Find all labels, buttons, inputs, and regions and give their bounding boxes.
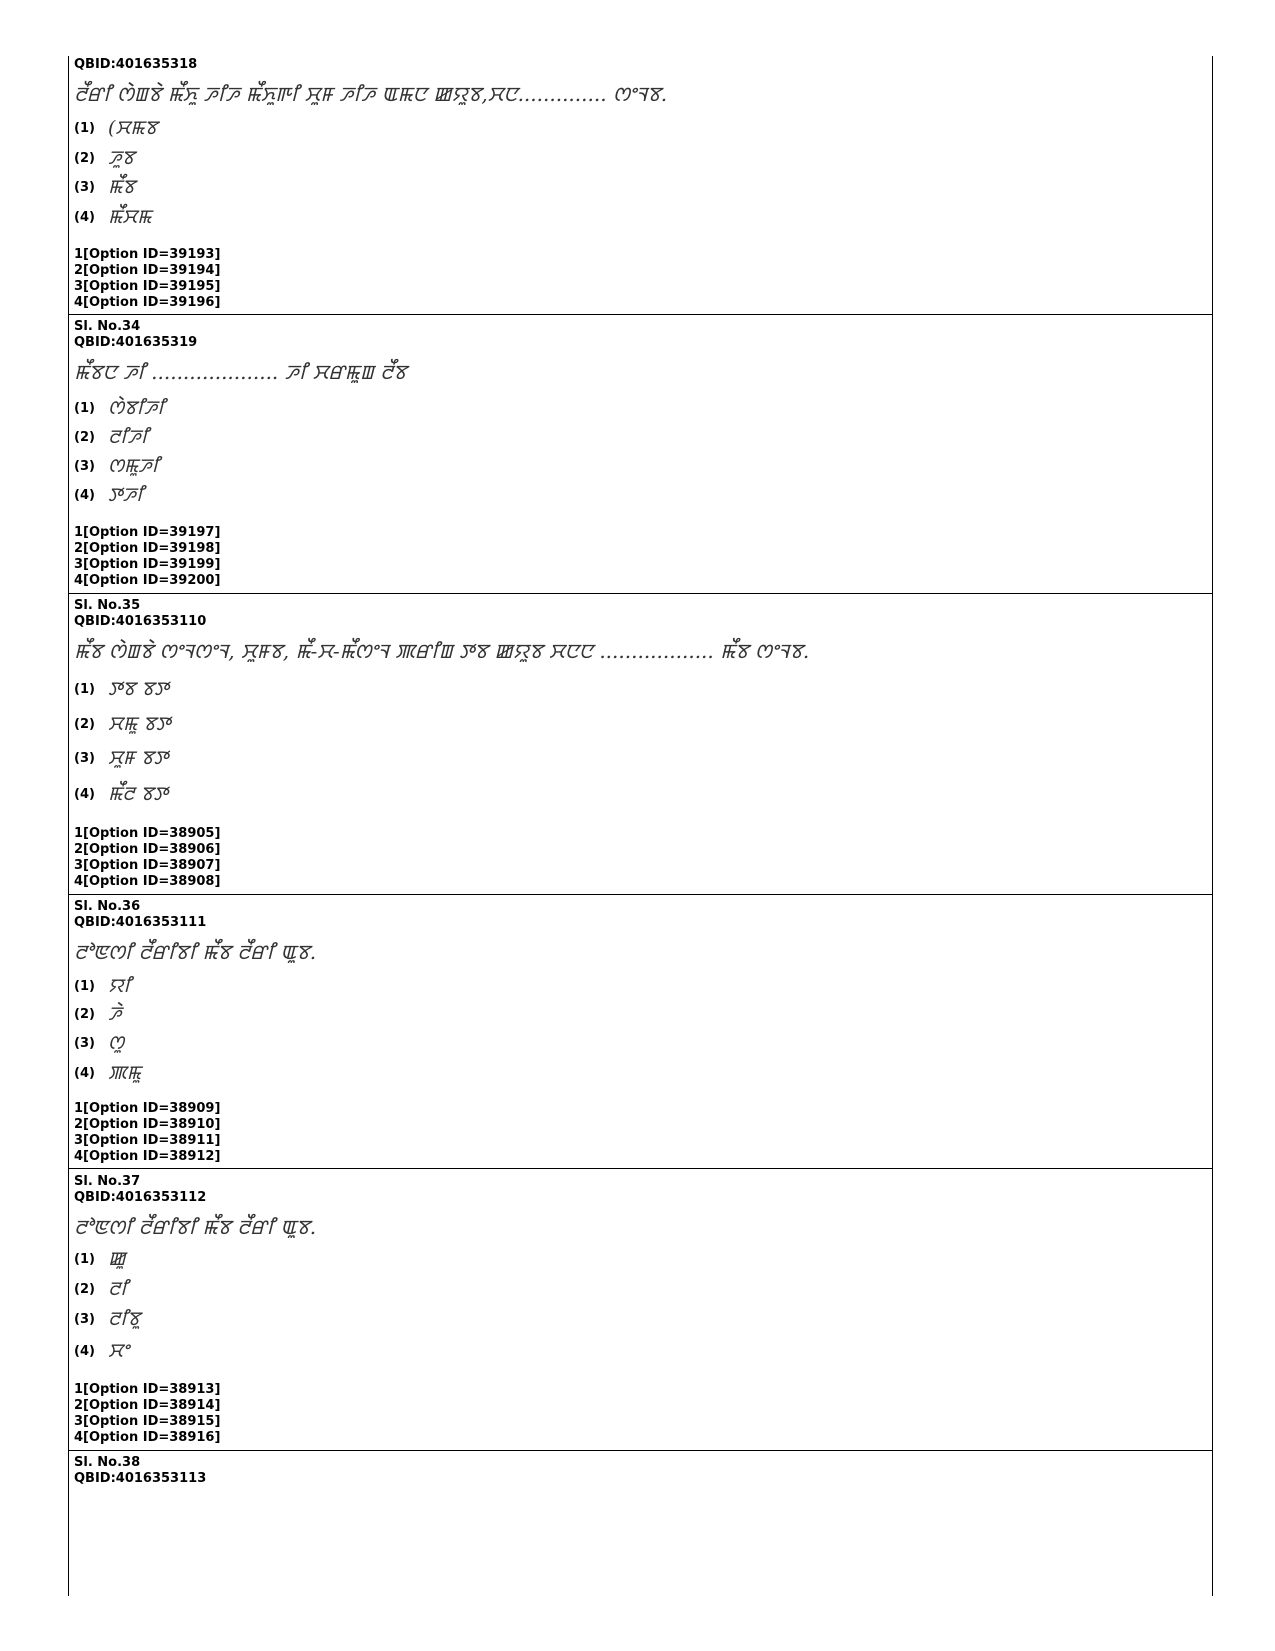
option: (1) (ꯆꯃꯕ xyxy=(74,117,158,139)
question-stem: ꯂꯣꯟꯁꯤ ꯂꯩꯔꯤꯕꯤ ꯃꯩꯕ ꯂꯩꯔꯤ ꯑꯨꯕ. xyxy=(74,1215,317,1239)
option: (2) ꯂꯤ xyxy=(74,1278,128,1300)
option: (3) ꯁꯃꯨꯍꯤ xyxy=(74,455,159,477)
option: (3) ꯃꯩꯕ xyxy=(74,176,136,198)
option: (2) ꯍꯨꯕ xyxy=(74,147,135,169)
question-block xyxy=(74,319,1204,588)
serial-number: Sl. No.34 xyxy=(74,319,141,334)
option: (2) ꯍꯥ xyxy=(74,1003,122,1025)
serial-number: Sl. No.35 xyxy=(74,598,141,613)
option: (1) ꯌꯤ xyxy=(74,975,131,997)
question-stem: ꯂꯩꯔꯤ ꯁꯥꯡꯕꯥ ꯃꯩꯈꯨ ꯍꯤꯍ ꯃꯩꯈꯨꯒꯤ ꯆꯨꯝ ꯍꯤꯍ ꯑꯃꯅ ꯀꯌꯨꯕ,ꯆꯅ.............. ꯁꯦꯜꯕ. xyxy=(74,82,668,106)
option-ids: 1[Option ID=39197] 2[Option ID=39198] 3[Option ID=39199] 4[Option ID=39200] xyxy=(74,525,221,588)
row-divider xyxy=(68,894,1212,895)
row-divider xyxy=(68,593,1212,594)
option: (4) ꯃꯩꯂ ꯕꯇ xyxy=(74,783,168,805)
qbid: QBID:401635318 xyxy=(74,57,198,72)
question-block xyxy=(74,1455,1204,1487)
option: (1) ꯇꯕ ꯕꯇ xyxy=(74,678,169,700)
qbid: QBID:4016353113 xyxy=(74,1471,207,1486)
page-frame xyxy=(68,56,1213,1596)
row-divider xyxy=(68,1168,1212,1169)
option-ids: 1[Option ID=38913] 2[Option ID=38914] 3[Option ID=38915] 4[Option ID=38916] xyxy=(74,1382,221,1445)
question-block xyxy=(74,598,1204,889)
option: (2) ꯂꯤꯍꯤ xyxy=(74,426,148,448)
option-ids: 1[Option ID=39193] 2[Option ID=39194] 3[Option ID=39195] 4[Option ID=39196] xyxy=(74,247,221,310)
qbid: QBID:4016353112 xyxy=(74,1190,207,1205)
question-stem: ꯂꯣꯟꯁꯤ ꯂꯩꯔꯤꯕꯤ ꯃꯩꯕ ꯂꯩꯔꯤ ꯑꯨꯕ. xyxy=(74,940,317,964)
qbid: QBID:401635319 xyxy=(74,335,198,350)
option: (4) ꯇꯍꯤ xyxy=(74,484,144,506)
serial-number: Sl. No.38 xyxy=(74,1455,141,1470)
question-block xyxy=(74,899,1204,1164)
serial-number: Sl. No.36 xyxy=(74,899,141,914)
question-block xyxy=(74,1174,1204,1445)
row-divider xyxy=(68,314,1212,315)
qbid: QBID:4016353111 xyxy=(74,915,207,930)
option: (4) ꯆꯦ xyxy=(74,1340,129,1362)
option-ids: 1[Option ID=38909] 2[Option ID=38910] 3[Option ID=38911] 4[Option ID=38912] xyxy=(74,1101,221,1164)
option: (3) ꯂꯤꯕꯨ xyxy=(74,1308,141,1330)
serial-number: Sl. No.37 xyxy=(74,1174,141,1189)
option: (3) ꯆꯨꯝ ꯕꯇ xyxy=(74,747,169,769)
option-ids: 1[Option ID=38905] 2[Option ID=38906] 3[Option ID=38907] 4[Option ID=38908] xyxy=(74,826,221,889)
question-block xyxy=(74,57,1204,310)
question-stem: ꯃꯩꯕꯅ ꯍꯤ .................... ꯍꯤ ꯆꯔꯃꯨꯡ ꯂꯩꯕ xyxy=(74,360,407,384)
question-stem: ꯃꯩꯕ ꯁꯥꯡꯕꯥ ꯁꯦꯜꯁꯦꯜ, ꯆꯨꯝꯕ, ꯃꯩ-ꯆ-ꯃꯩꯁꯦꯜ ꯄꯔꯤꯡ ꯇꯕ ꯀꯌꯨꯕ ꯆꯅꯅ .................. ꯃꯩꯕ ꯁꯦꯜꯕ. xyxy=(74,639,810,663)
row-divider xyxy=(68,1450,1212,1451)
option: (1) ꯀꯨ xyxy=(74,1248,126,1270)
option: (1) ꯁꯥꯕꯤꯍꯤ xyxy=(74,397,165,419)
option: (2) ꯆꯃꯨ ꯕꯇ xyxy=(74,713,171,735)
option: (4) ꯄꯃꯨ xyxy=(74,1062,141,1084)
option: (3) ꯁꯨ xyxy=(74,1032,124,1054)
option: (4) ꯃꯩꯆꯃ xyxy=(74,206,152,228)
qbid: QBID:4016353110 xyxy=(74,614,207,629)
